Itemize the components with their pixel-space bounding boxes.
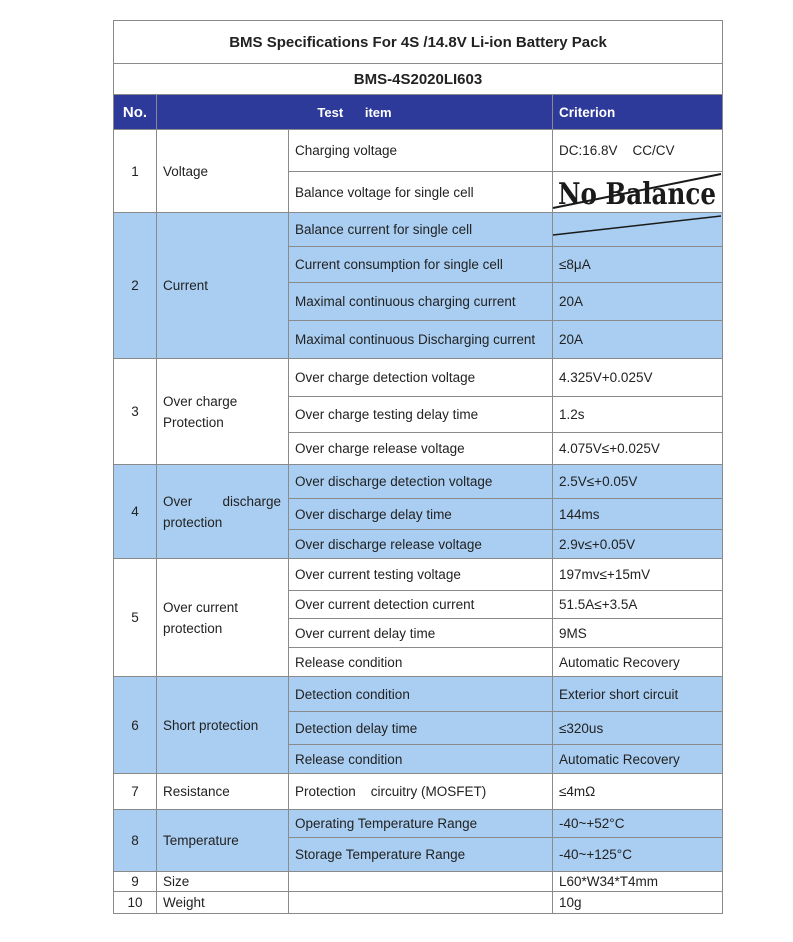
- table-row: [114, 774, 723, 810]
- row-number: 6: [114, 677, 157, 774]
- table-row: [114, 213, 723, 247]
- row-number: 10: [114, 892, 157, 914]
- spec-table: [113, 20, 723, 914]
- criterion-value: ≤8μA: [553, 247, 723, 283]
- category-cell: Current: [157, 213, 289, 359]
- category-cell: Voltage: [157, 130, 289, 213]
- test-item: Maximal continuous charging current: [289, 283, 553, 321]
- category-cell: Over charge Protection: [157, 359, 289, 465]
- test-item: Detection delay time: [289, 712, 553, 745]
- row-number: 2: [114, 213, 157, 359]
- test-item: Current consumption for single cell: [289, 247, 553, 283]
- test-item: Balance current for single cell: [289, 213, 553, 247]
- criterion-empty: [553, 213, 723, 247]
- criterion-value: -40~+125°C: [553, 838, 723, 872]
- test-item: Charging voltage: [289, 130, 553, 172]
- header-criterion: Criterion: [553, 95, 723, 130]
- category-cell: Over current protection: [157, 559, 289, 677]
- criterion-value: Automatic Recovery: [553, 745, 723, 774]
- table-row: [114, 872, 723, 892]
- category-cell: Temperature: [157, 810, 289, 872]
- row-number: 7: [114, 774, 157, 810]
- table-row: [114, 465, 723, 499]
- criterion-value: Exterior short circuit: [553, 677, 723, 712]
- no-balance-stamp: [553, 172, 723, 213]
- test-item: Over charge testing delay time: [289, 397, 553, 433]
- row-number: 9: [114, 872, 157, 892]
- test-item-empty: [289, 872, 553, 892]
- category-cell: Weight: [157, 892, 289, 914]
- test-item: Over current delay time: [289, 619, 553, 648]
- table-row: [114, 130, 723, 172]
- criterion-value: DC:16.8V CC/CV: [553, 130, 723, 172]
- test-item: Over discharge delay time: [289, 499, 553, 530]
- criterion-value: 10g: [553, 892, 723, 914]
- row-number: 8: [114, 810, 157, 872]
- category-cell: Size: [157, 872, 289, 892]
- no-balance-handwriting: [553, 172, 723, 212]
- diagonal-strike: [553, 213, 723, 247]
- header-row: [114, 95, 723, 130]
- row-number: 5: [114, 559, 157, 677]
- criterion-value: ≤4mΩ: [553, 774, 723, 810]
- test-item: Release condition: [289, 648, 553, 677]
- category-cell: Over discharge protection: [157, 465, 289, 559]
- criterion-value: -40~+52°C: [553, 810, 723, 838]
- test-item: Over discharge release voltage: [289, 530, 553, 559]
- criterion-value: ≤320us: [553, 712, 723, 745]
- category-cell: Short protection: [157, 677, 289, 774]
- header-test-item: Test item: [157, 95, 553, 130]
- test-item: Operating Temperature Range: [289, 810, 553, 838]
- test-item: Protection circuitry (MOSFET): [289, 774, 553, 810]
- svg-text:No Balance: No Balance: [558, 177, 716, 212]
- criterion-value: 2.9v≤+0.05V: [553, 530, 723, 559]
- table-row: [114, 677, 723, 712]
- row-number: 1: [114, 130, 157, 213]
- criterion-value: Automatic Recovery: [553, 648, 723, 677]
- criterion-value: L60*W34*T4mm: [553, 872, 723, 892]
- table-row: [114, 810, 723, 838]
- criterion-value: 20A: [553, 283, 723, 321]
- test-item: Maximal continuous Discharging current: [289, 321, 553, 359]
- criterion-value: 1.2s: [553, 397, 723, 433]
- test-item: Over discharge detection voltage: [289, 465, 553, 499]
- table-row: [114, 359, 723, 397]
- test-item: Over charge release voltage: [289, 433, 553, 465]
- criterion-value: 2.5V≤+0.05V: [553, 465, 723, 499]
- criterion-value: 4.325V+0.025V: [553, 359, 723, 397]
- test-item: Balance voltage for single cell: [289, 172, 553, 213]
- criterion-value: 9MS: [553, 619, 723, 648]
- test-item: Storage Temperature Range: [289, 838, 553, 872]
- row-number: 4: [114, 465, 157, 559]
- criterion-value: 4.075V≤+0.025V: [553, 433, 723, 465]
- criterion-value: 51.5A≤+3.5A: [553, 591, 723, 619]
- test-item: Over current detection current: [289, 591, 553, 619]
- test-item: Detection condition: [289, 677, 553, 712]
- category-cell: Resistance: [157, 774, 289, 810]
- header-no: No.: [114, 95, 157, 130]
- criterion-value: 20A: [553, 321, 723, 359]
- test-item: Over current testing voltage: [289, 559, 553, 591]
- criterion-value: 144ms: [553, 499, 723, 530]
- table-row: [114, 559, 723, 591]
- table-row: [114, 892, 723, 914]
- model-number: BMS-4S2020LI603: [114, 64, 723, 95]
- criterion-value: 197mv≤+15mV: [553, 559, 723, 591]
- test-item-empty: [289, 892, 553, 914]
- row-number: 3: [114, 359, 157, 465]
- test-item: Over charge detection voltage: [289, 359, 553, 397]
- document-title: BMS Specifications For 4S /14.8V Li-ion Battery Pack: [114, 21, 723, 64]
- test-item: Release condition: [289, 745, 553, 774]
